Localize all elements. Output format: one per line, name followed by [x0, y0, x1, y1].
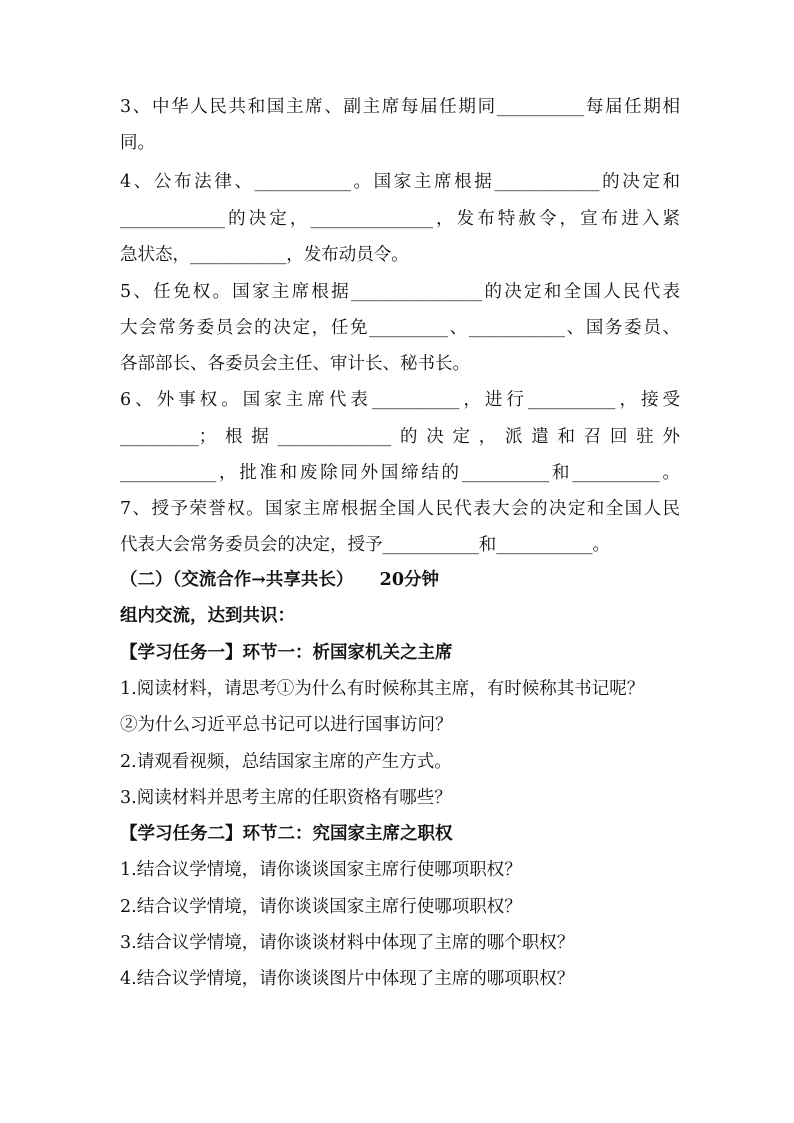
text-line-item7-cont: 代表大会常务委员会的决定，授予___________和___________。 [120, 535, 610, 555]
text-line-item5-cont2: 各部部长、各委员会主任、审计长、秘书长。 [120, 354, 470, 374]
task1-question1: 1.阅读材料，请思考①为什么有时候称其主席，有时候称其书记呢？ [120, 679, 645, 699]
section-subheading-consensus: 组内交流，达到共识： [120, 606, 295, 626]
task1-question3: 3.阅读材料并思考主席的任职资格有哪些？ [120, 788, 452, 808]
section-heading-exchange: （二）（交流合作→共享共长） 20分钟 [120, 570, 440, 590]
text-line-item4-cont2: 急状态，___________，发布动员令。 [120, 245, 409, 265]
task2-question4: 4.结合议学情境，请你谈谈图片中体现了主席的哪项职权？ [120, 969, 575, 989]
text-line-item6-cont2: ___________，批准和废除同外国缔结的__________和__________。 [120, 463, 680, 483]
text-line-item6: 6、外事权。国家主席代表__________，进行__________，接受 [120, 390, 680, 410]
task2-question2: 2.结合议学情境，请你谈谈国家主席行使哪项职权？ [120, 897, 522, 917]
text-line-item3-cont: 同。 [120, 133, 155, 153]
task2-question1: 1.结合议学情境，请你谈谈国家主席行使哪项职权？ [120, 860, 522, 880]
text-line-item7: 7、授予荣誉权。国家主席根据全国人民代表大会的决定和全国人民 [120, 499, 680, 519]
text-line-item3: 3、中华人民共和国主席、副主席每届任期同__________每届任期相 [120, 97, 680, 117]
text-line-item4: 4、公布法律、___________。国家主席根据____________的决定和 [120, 172, 680, 192]
text-line-item6-cont1: _________；根据_____________的决定，派遣和召回驻外 [120, 427, 680, 447]
task2-heading: 【学习任务二】环节二：究国家主席之职权 [120, 824, 453, 844]
task1-question2: 2.请观看视频，总结国家主席的产生方式。 [120, 752, 452, 772]
task1-heading: 【学习任务一】环节一：析国家机关之主席 [120, 643, 453, 663]
text-line-item5: 5、任免权。国家主席根据_______________的决定和全国人民代表 [120, 282, 680, 302]
text-line-item4-cont1: ____________的决定，______________，发布特赦令，宣布进入紧 [120, 209, 680, 229]
task1-question1-part2: ②为什么习近平总书记可以进行国事访问？ [120, 715, 453, 735]
text-line-item5-cont1: 大会常务委员会的决定，任免_________、___________、国务委员、 [120, 318, 680, 338]
task2-question3: 3.结合议学情境，请你谈谈材料中体现了主席的哪个职权？ [120, 933, 575, 953]
